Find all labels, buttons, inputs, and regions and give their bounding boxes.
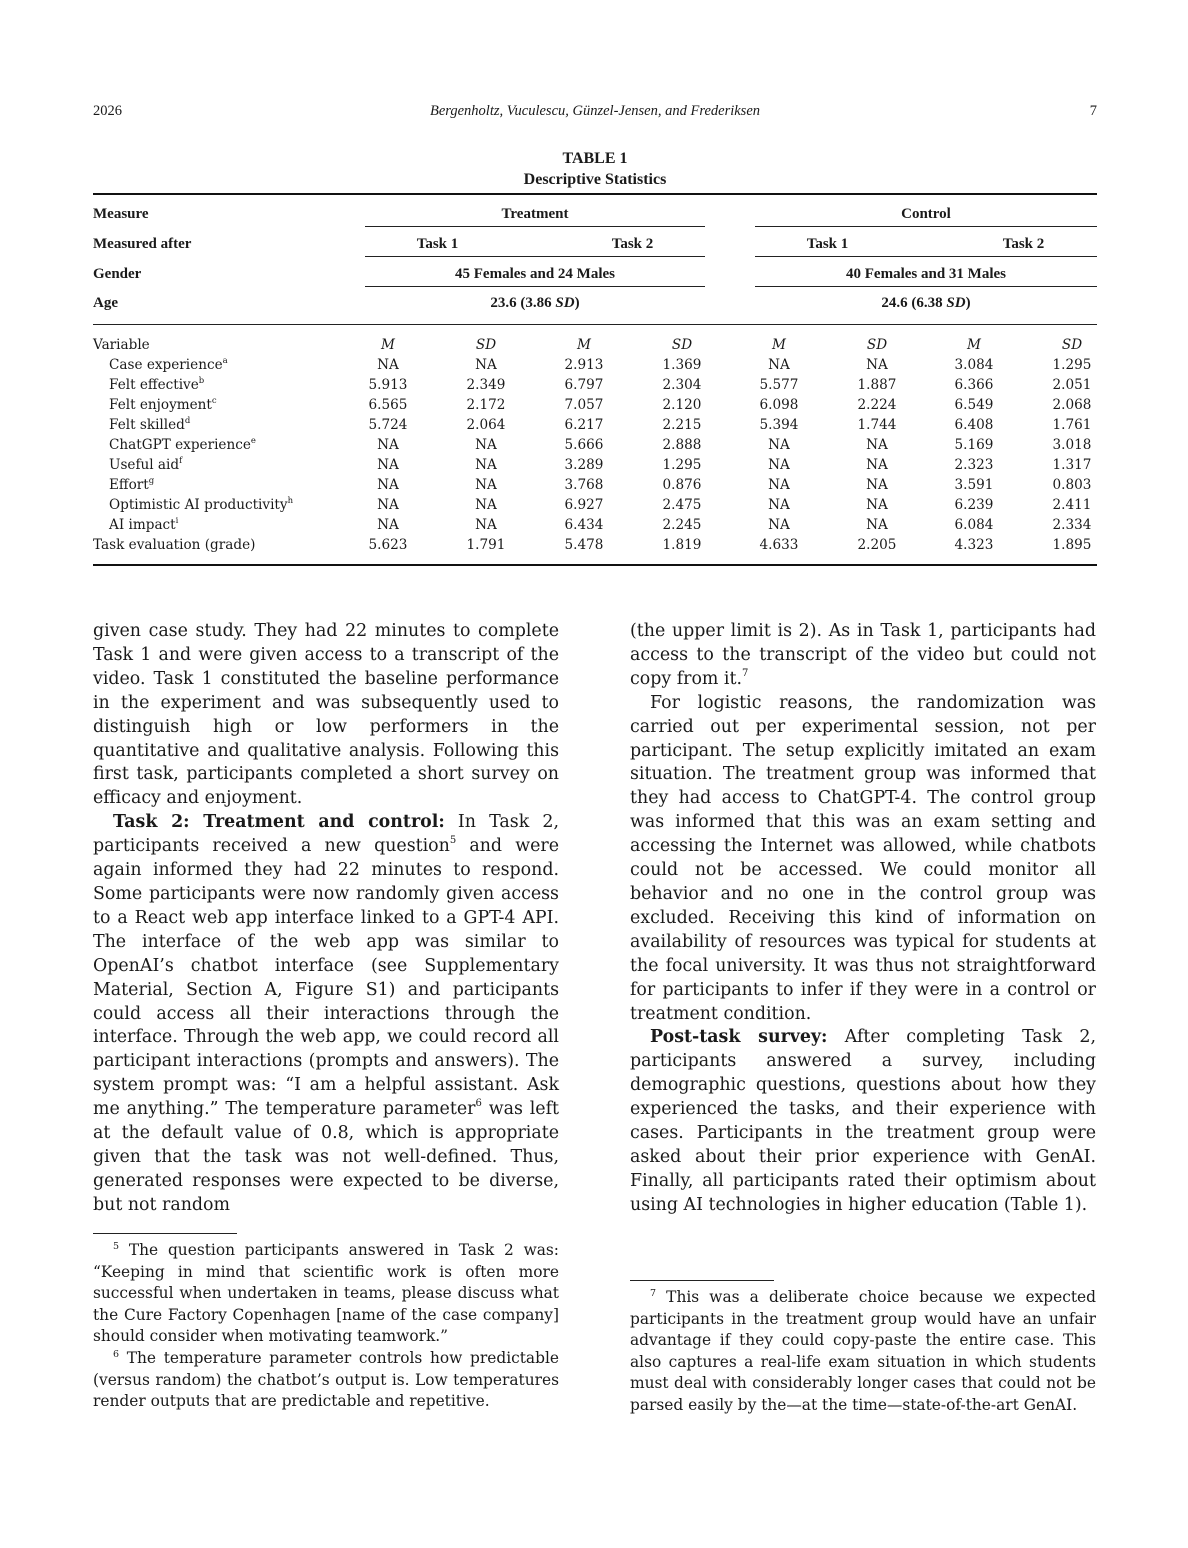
table-cell: 2.051 [1052,377,1092,393]
table-footnote-mark: c [211,396,217,406]
table-cell: NA [866,517,888,533]
control-age-value: 24.6 (6.38 [881,295,947,311]
paragraph: For logistic reasons, the randomization was carried out per experimental session, not per participant. The setup explicitly imitated an exam situation. The treatment group was informed that they had access to ChatGPT-4. The control group was informed that this was an exam setting and accessing the Internet was allowed, while chatbots could not be accessed. We could monitor all behavior and no one in the control group was excluded. Receiving this kind of information on availability of resources was typical for students at the focal university. It was thus not straightforward for participants to infer if they were in a control or treatment condition. [630,692,1096,1024]
footnote-mark: 6 [113,1348,120,1360]
run-in-heading: Task 2: Treatment and control: [113,812,445,833]
table-row [93,397,1097,417]
table-cell: 6.084 [954,517,994,533]
table-cell: 2.913 [564,357,604,373]
table-cell: NA [377,517,399,533]
table-cell: 4.633 [759,537,799,553]
text-run: (the upper limit is 2). As in Task 1, participants had access to the transcript of the video but could not copy from it. [630,621,1096,689]
footnote-mark: 7 [650,1288,657,1299]
variable-name [109,477,154,493]
table-cell: 2.475 [662,497,702,513]
footnote-7 [630,1287,1096,1417]
text-run: was left at the default value of 0.8, which is appropriate given that the task was not well-defined. Thus, generated responses were expected to be diverse, but not random [93,1099,560,1215]
treatment-age-close: ) [574,295,580,311]
stat-label-sd: SD [671,337,693,353]
table-row [93,437,1097,457]
control-age [755,295,1097,312]
treatment-gender-underline [365,286,705,287]
table-cell: 1.761 [1052,417,1092,433]
treatment-age [365,295,705,312]
control-underline [755,226,1097,227]
control-age-sd: SD [946,295,966,311]
table-cell: NA [475,357,497,373]
table-cell: 6.408 [954,417,994,433]
table-row [93,497,1097,517]
header-row-measure [93,206,1097,224]
table-footnote-mark: d [184,416,191,426]
variable-name [109,397,217,413]
control-task-2: Task 2 [1002,236,1045,252]
table-cell: 2.888 [662,437,702,453]
table-cell: 2.411 [1052,497,1092,513]
footnote-text: The question participants answered in Task 2 was: “Keeping in mind that scientific work is often more successful when undertaken in teams, please discuss what the Cure Factory Copenhagen [name of the case company] should consider when motivating teamwork.” [93,1241,559,1346]
table-cell: 2.323 [954,457,994,473]
table-cell: 3.289 [564,457,604,473]
group-treatment: Treatment [501,206,569,222]
table-row [93,417,1097,437]
table-cell: 5.169 [954,437,994,453]
table-cell: 2.205 [857,537,897,553]
table-footnote-mark: a [222,356,228,366]
footnote-mark: 5 [113,1241,120,1252]
table-cell: 2.224 [857,397,897,413]
variable-name-text: Optimistic AI productivity [109,497,288,513]
variable-name-text: Effort [109,477,149,493]
paragraph-post-task-survey [630,1026,1096,1217]
footnote-6 [93,1348,559,1413]
table-row [93,537,1097,557]
table-row [93,477,1097,497]
table-cell: 5.724 [368,417,408,433]
table-cell: NA [768,357,790,373]
table-cell: 3.591 [954,477,994,493]
body-column-left [93,620,559,1218]
table-cell: NA [475,497,497,513]
stat-label-m: M [381,337,395,353]
stat-label-m: M [577,337,591,353]
stat-label-m: M [772,337,786,353]
table-row [93,517,1097,537]
table-row [93,357,1097,377]
table-cell: 3.018 [1052,437,1092,453]
paragraph: given case study. They had 22 minutes to complete Task 1 and were given access to a transcript of the video. Task 1 constituted the baseline performance in the experiment and was subsequently used to distinguish high or low performers in the quantitative and qualitative analysis. Following this first task, participants completed a short survey on efficacy and enjoyment. [93,621,559,809]
table-cell: NA [866,457,888,473]
table-cell: 5.666 [564,437,604,453]
table-cell: 2.215 [662,417,702,433]
control-gender: 40 Females and 31 Males [846,266,1006,282]
table-cell: 2.334 [1052,517,1092,533]
table-cell: 1.895 [1052,537,1092,553]
table-cell: 6.434 [564,517,604,533]
table-cell: 5.394 [759,417,799,433]
table-cell: NA [768,497,790,513]
table-cell: 4.323 [954,537,994,553]
table-cell: 2.245 [662,517,702,533]
variable-name-text: Useful aid [109,457,180,473]
table-cell: NA [475,457,497,473]
table-cell: NA [475,437,497,453]
header-row-gender [93,266,1097,284]
variable-name-text: AI impact [109,517,176,533]
table-cell: NA [768,477,790,493]
variable-name [109,517,178,533]
variable-name-text: Felt enjoyment [109,397,212,413]
table-cell: NA [866,477,888,493]
table-cell: NA [377,477,399,493]
table-cell: 5.577 [759,377,799,393]
footnotes-left [93,1240,559,1413]
table-footnote-mark: f [179,456,183,466]
footnote-rule [630,1280,774,1281]
footnotes-right [630,1287,1096,1417]
variable-name-text: Felt effective [109,377,199,393]
control-task-1: Task 1 [806,236,849,252]
table-cell: NA [377,457,399,473]
table-footnote-mark: i [175,516,179,526]
variable-name-text: Felt skilled [109,417,185,433]
table-cell: 2.064 [466,417,506,433]
table-cell: NA [866,437,888,453]
table-cell: 5.913 [368,377,408,393]
table-cell: 6.366 [954,377,994,393]
table-cell: 6.927 [564,497,604,513]
stat-label-row [93,337,1097,357]
measured-after-label: Measured after [93,236,192,252]
treatment-tasks-underline [365,256,705,257]
journal-year: 2026 [93,103,122,119]
table-cell: 1.887 [857,377,897,393]
table-footnote-mark: e [250,436,256,446]
table-footnote-mark: h [287,496,294,506]
table-cell: 6.549 [954,397,994,413]
footnote-text: The temperature parameter controls how predictable (versus random) the chatbot’s output is. Low temperatures render outputs that are predictable and repetitive. [93,1348,559,1411]
variable-name-text: ChatGPT experience [109,437,251,453]
table-cell: 3.084 [954,357,994,373]
footnote-text: This was a deliberate choice because we expected participants in the treatment group would have an unfair advantage if they could copy-paste the entire case. This also captures a real-life exam situation in which students must deal with considerably longer cases that could not be parsed easily by the—at the time—state-of-the-art GenAI. [630,1288,1096,1414]
treatment-gender: 45 Females and 24 Males [455,266,615,282]
running-head [93,103,1097,123]
table-label: TABLE 1 [562,150,628,167]
table-cell: NA [377,497,399,513]
table-cell: 5.623 [368,537,408,553]
paragraph [630,620,1096,692]
table-cell: NA [866,357,888,373]
table-cell: 6.797 [564,377,604,393]
table-cell: 2.304 [662,377,702,393]
table-cell: 6.565 [368,397,408,413]
table-caption [93,148,1097,190]
table-cell: NA [377,357,399,373]
variable-name [93,537,255,553]
table-cell: 0.803 [1052,477,1092,493]
table-row [93,457,1097,477]
control-tasks-underline [755,256,1097,257]
table-cell: 0.876 [662,477,702,493]
text-run: In Task 2, participants received a new question [93,812,559,857]
header-row-age [93,295,1097,313]
measure-label: Measure [93,206,149,222]
table-cell: 1.744 [857,417,897,433]
table-cell: NA [768,457,790,473]
author-list: Bergenholtz, Vuculescu, Günzel-Jensen, and Frederiksen [429,103,761,119]
stat-label-sd: SD [1061,337,1083,353]
age-label: Age [93,295,118,311]
table-cell: 7.057 [564,397,604,413]
treatment-age-value: 23.6 (3.86 [490,295,556,311]
table-cell: NA [866,497,888,513]
table-cell: 5.478 [564,537,604,553]
table-cell: 6.217 [564,417,604,433]
table-cell: 2.172 [466,397,506,413]
table-cell: 1.369 [662,357,702,373]
control-gender-underline [755,286,1097,287]
table-cell: 6.239 [954,497,994,513]
footnote-5 [93,1240,559,1348]
table-cell: 1.295 [1052,357,1092,373]
variable-name-text: Task evaluation (grade) [93,537,256,553]
group-control: Control [901,206,951,222]
run-in-heading: Post-task survey: [650,1027,828,1048]
page-number: 7 [1089,103,1097,119]
footnote-rule [93,1233,237,1234]
table-cell: NA [768,437,790,453]
table-footnote-mark: b [198,376,205,386]
table-row [93,377,1097,397]
table-cell: 1.791 [466,537,506,553]
table-footnote-mark: g [148,476,155,486]
table-cell: 1.819 [662,537,702,553]
table-cell: NA [768,517,790,533]
header-row-measured-after [93,236,1097,254]
table-cell: 1.295 [662,457,702,473]
text-run: After completing Task 2, participants answered a survey, including demographic questions, questions about how they experienced the tasks, and their experience with cases. Participants in the treatment group were asked about their prior experience with GenAI. Finally, all participants rated their optimism about using AI technologies in higher education (Table 1). [630,1027,1096,1215]
stat-label-sd: SD [475,337,497,353]
table-top-rule [93,193,1097,195]
variable-name [109,457,182,473]
text-run: and were again informed they had 22 minutes to respond. Some participants were now randomly given access to a React web app interface linked to a GPT-4 API. The interface of the web app was similar to OpenAI’s chatbot interface (see Supplementary Material, Section A, Figure S1) and participants could access all their interactions through the interface. Through the web app, we could record all participant interactions (prompts and answers). The system prompt was: “I am a helpful assistant. Ask me anything.” The temperature parameter [93,836,559,1120]
variable-name [109,357,228,373]
table-cell: 2.068 [1052,397,1092,413]
variable-name [109,437,256,453]
table-cell: 3.768 [564,477,604,493]
variable-name [109,377,204,393]
variable-name-text: Case experience [109,357,223,373]
table-cell: NA [377,437,399,453]
table-cell: NA [475,517,497,533]
variable-name [109,417,190,433]
treatment-age-sd: SD [555,295,575,311]
footnote-ref[interactable]: 5 [449,835,457,847]
paragraph-task-2 [93,811,559,1217]
table-cell: 2.120 [662,397,702,413]
treatment-task-1: Task 1 [416,236,459,252]
table-cell: 1.317 [1052,457,1092,473]
table-bottom-rule [93,564,1097,566]
stat-label-m: M [967,337,981,353]
stat-label-sd: SD [866,337,888,353]
header-bottom-rule [93,324,1097,325]
treatment-task-2: Task 2 [611,236,654,252]
treatment-underline [365,226,705,227]
body-column-right [630,620,1096,1218]
footnote-ref[interactable]: 6 [475,1098,482,1110]
variable-label: Variable [93,337,150,353]
table-cell: 6.098 [759,397,799,413]
table-cell: NA [475,477,497,493]
gender-label: Gender [93,266,142,282]
footnote-ref[interactable]: 7 [742,667,749,679]
control-age-close: ) [965,295,971,311]
table-title: Descriptive Statistics [523,171,667,188]
variable-name [109,497,293,513]
table-cell: 2.349 [466,377,506,393]
